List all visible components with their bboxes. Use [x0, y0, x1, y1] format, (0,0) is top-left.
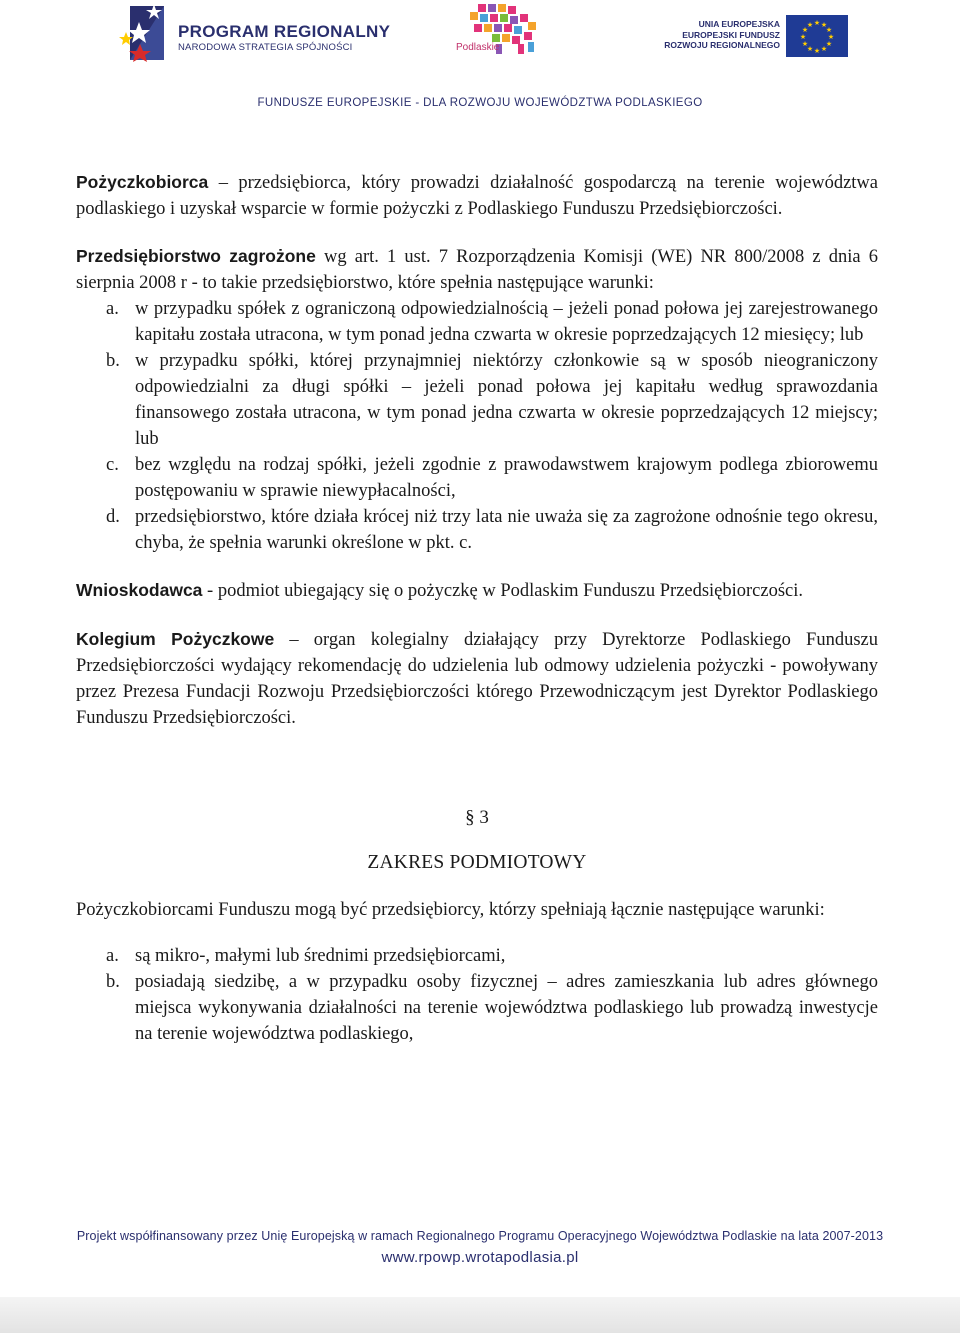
- list-item: [76, 296, 878, 348]
- svg-text:★: ★: [813, 47, 821, 55]
- list-item: [76, 452, 878, 504]
- definition-wnioskodawca: [76, 577, 878, 604]
- definition-text: wg art. 1 ust. 7 Rozporządzenia Komisji (WE) NR 800/2008 z dnia 6 sierpnia 2008 r - to takie przedsiębiorstwo, które spełnia następujące warunki:: [76, 247, 878, 293]
- list-marker: c.: [106, 455, 119, 475]
- program-subtitle: NARODOWA STRATEGIA SPÓJNOŚCI: [178, 42, 353, 53]
- list-marker: d.: [106, 507, 120, 527]
- document-body: [76, 169, 878, 1047]
- definition-text: – przedsiębiorca, który prowadzi działalność gospodarczą na terenie województwa podlaskiego i uzyskał wsparcie w formie pożyczki z Podlaskiego Funduszu Przedsiębiorczości.: [76, 173, 878, 219]
- eu-label-line3: ROZWOJU REGIONALNEGO: [664, 40, 780, 50]
- footer-url: www.rpowp.wrotapodlasia.pl: [381, 1249, 579, 1266]
- list-marker: a.: [106, 946, 119, 966]
- program-regionalny-star-logo-icon: [118, 2, 180, 66]
- svg-text:★: ★: [801, 26, 809, 34]
- list-item-text: przedsiębiorstwo, które działa krócej niż trzy lata nie uważa się za zagrożone odnośnie tego okresu, chyba, że spełnia warunki określone w pkt. c.: [135, 507, 878, 553]
- svg-text:★: ★: [825, 40, 833, 48]
- svg-text:★: ★: [806, 21, 814, 29]
- footer-cofinancing-note: Projekt współfinansowany przez Unię Europejską w ramach Regionalnego Programu Operacyjnego Województwa Podlaskie na lata 2007-2013: [76, 1229, 884, 1243]
- svg-text:★: ★: [825, 26, 833, 34]
- svg-text:★: ★: [801, 40, 809, 48]
- section-number: § 3: [465, 807, 489, 828]
- requirements-list: [76, 943, 878, 1047]
- definition-term: Pożyczkobiorca: [76, 172, 209, 192]
- definition-przedsiebiorstwo-zagrozone: [76, 243, 878, 296]
- svg-text:★: ★: [799, 33, 807, 41]
- svg-text:★: ★: [820, 21, 828, 29]
- svg-text:★: ★: [813, 19, 821, 27]
- list-item-text: są mikro-, małymi lub średnimi przedsiębiorcami,: [135, 946, 506, 966]
- list-item-text: w przypadku spółek z ograniczoną odpowiedzialnością – jeżeli ponad połowa jej zarejestrowanego kapitału została utracona, w tym ponad jedna czwarta w okresie poprzedzających 12 miesięcy; lub: [135, 299, 878, 345]
- definition-pozyczkobiorca: [76, 169, 878, 222]
- definition-kolegium-pozyczkowe: [76, 626, 878, 731]
- svg-text:★: ★: [820, 45, 828, 53]
- list-item: [76, 348, 878, 452]
- list-item-text: bez względu na rodzaj spółki, jeżeli zgodnie z prawodawstwem krajowym podlega zbiorowemu postępowaniu w sprawie niewypłacalności,: [135, 455, 878, 501]
- section-title: ZAKRES PODMIOTOWY: [367, 852, 587, 873]
- list-item: [76, 969, 878, 1047]
- eu-flag-icon: [786, 15, 848, 57]
- list-item-text: w przypadku spółki, której przynajmniej niektórzy członkowie są w sposób nieograniczony odpowiedzialni za długi spółki – jeżeli ponad połowa jej kapitału według sprawozdania finansowego została utracona, w tym ponad jedna czwarta w okresie poprzedzających 12 miejscy; lub: [135, 351, 878, 449]
- definition-text: - podmiot ubiegający się o pożyczkę w Podlaskim Funduszu Przedsiębiorczości.: [202, 581, 804, 601]
- list-marker: a.: [106, 299, 119, 319]
- list-marker: b.: [106, 351, 120, 371]
- header-motto: FUNDUSZE EUROPEJSKIE - DLA ROZWOJU WOJEWÓDZTWA PODLASKIEGO: [257, 97, 703, 109]
- eu-label-line2: EUROPEJSKI FUNDUSZ: [682, 29, 780, 40]
- list-item-text: posiadają siedzibę, a w przypadku osoby fizycznej – adres zamieszkania lub adres głównego miejsca wykonywania działalności na terenie województwa podlaskiego lub prowadzą inwestycje na terenie województwa podlaskiego,: [135, 972, 878, 1044]
- list-marker: b.: [106, 972, 120, 992]
- list-item: [76, 943, 878, 969]
- eu-label: [660, 19, 780, 51]
- eu-label-line1: UNIA EUROPEJSKA: [698, 19, 780, 29]
- definition-text: – organ kolegialny działający przy Dyrektorze Podlaskiego Funduszu Przedsiębiorczości wydający rekomendację do udzielenia lub odmowy udzielenia pożyczki - powoływany przez Prezesa Fundacji Rozwoju Przedsiębiorczości którego Przewodniczącym jest Dyrektor Podlaskiego Funduszu Przedsiębiorczości.: [76, 630, 878, 728]
- svg-text:★: ★: [806, 45, 814, 53]
- list-item: [76, 504, 878, 556]
- svg-text:★: ★: [827, 33, 835, 41]
- definition-term: Kolegium Pożyczkowe: [76, 629, 275, 649]
- definition-term: Przedsiębiorstwo zagrożone: [76, 246, 316, 266]
- page-header: [0, 0, 960, 118]
- definition-term: Wnioskodawca: [76, 580, 203, 600]
- section-intro: Pożyczkobiorcami Funduszu mogą być przedsiębiorcy, którzy spełniają łącznie następujące warunki:: [76, 900, 825, 920]
- region-label: Podlaskie: [456, 42, 500, 53]
- program-title: PROGRAM REGIONALNY: [178, 22, 391, 41]
- conditions-list: [76, 296, 878, 556]
- footer-strip: [0, 1297, 960, 1333]
